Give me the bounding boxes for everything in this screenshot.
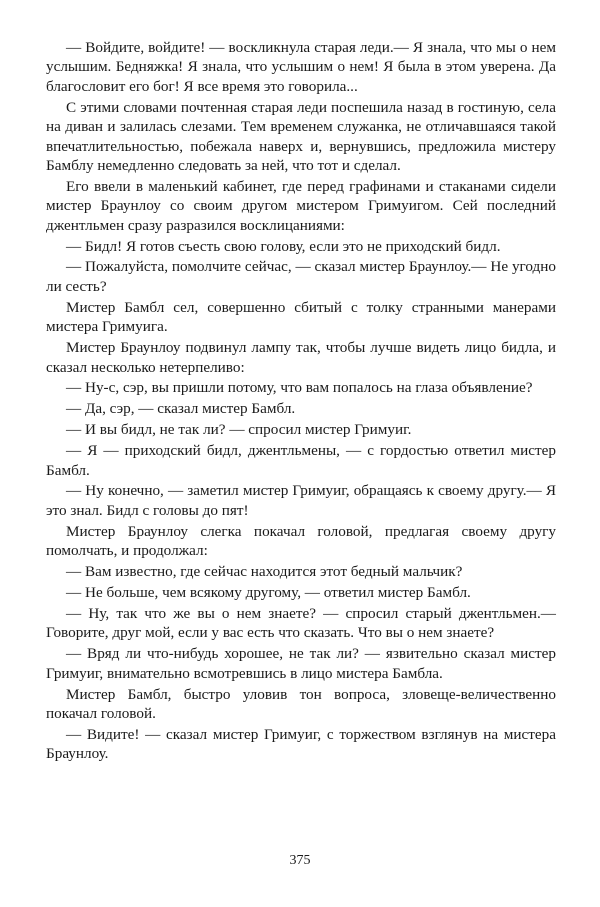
paragraph: — Ну-с, сэр, вы пришли потому, что вам попалось на глаза объявление? xyxy=(66,379,533,397)
paragraph: — Ну, так что же вы о нем знаете? — спросил старый джентльмен.— Говорите, друг мой, если у вас есть что сказать. Что вы о нем знаете? xyxy=(46,604,556,642)
paragraph: — Не больше, чем всякому другому, — ответил мистер Бамбл. xyxy=(66,583,471,601)
paragraph: — Вам известно, где сейчас находится этот бедный мальчик? xyxy=(66,563,463,581)
paragraph: — Да, сэр, — сказал мистер Бамбл. xyxy=(66,400,296,418)
paragraph: Мистер Бамбл сел, совершенно сбитый с толку странными манерами мистера Гримуига. xyxy=(46,298,556,336)
paragraph: — Пожалуйста, помолчите сейчас, — сказал мистер Браунлоу.— Не угодно ли сесть? xyxy=(46,258,556,295)
paragraph: — Ну конечно, — заметил мистер Гримуиг, обращаясь к своему другу.— Я это знал. Бидл с головы до пят! xyxy=(46,482,556,519)
paragraph: — Вряд ли что-нибудь хорошее, не так ли? — язвительно сказал мистер Гримуиг, внимательно всмотревшись в лицо мистера Бамбла. xyxy=(46,645,556,682)
paragraph: — Войдите, войдите! — воскликнула старая леди.— Я знала, что мы о нем услышим. Бедняжка! Я знала, что услышим о нем! Я была в этом уверена. Да благословит его бог! Я все время это говорила... xyxy=(46,39,556,95)
paragraph: — Видите! — сказал мистер Гримуиг, с торжеством взглянув на мистера Браунлоу. xyxy=(46,725,556,763)
paragraph: Его ввели в маленький кабинет, где перед графинами и стаканами сидели мистер Браунлоу со своим другом мистером Гримуигом. Сей последний джентльмен сразу разразился восклицаниями: xyxy=(46,177,556,234)
paragraph: — Бидл! Я готов съесть свою голову, если это не приходский бидл. xyxy=(66,237,501,255)
paragraph: Мистер Браунлоу слегка покачал головой, предлагая своему другу помолчать, и продолжал: xyxy=(46,522,556,560)
page-number: 375 xyxy=(289,853,311,868)
paragraph: Мистер Браунлоу подвинул лампу так, чтобы лучше видеть лицо бидла, и сказал несколько нетерпеливо: xyxy=(46,339,556,376)
paragraph: — Я — приходский бидл, джентльмены, — с гордостью ответил мистер Бамбл. xyxy=(46,442,556,479)
paragraph: С этими словами почтенная старая леди поспешила назад в гостиную, села на диван и залилась слезами. Тем временем служанка, не отличавшаяся такой впечатлительностью, побежала наверх и, вернувшись, предложила мистеру Бамблу немедленно следовать за ней, что тот и сделал. xyxy=(46,98,556,174)
paragraph: Мистер Бамбл, быстро уловив тон вопроса, зловеще-величественно покачал головой. xyxy=(46,685,556,722)
paragraph: — И вы бидл, не так ли? — спросил мистер Гримуиг. xyxy=(66,421,412,439)
page-body xyxy=(46,38,556,765)
